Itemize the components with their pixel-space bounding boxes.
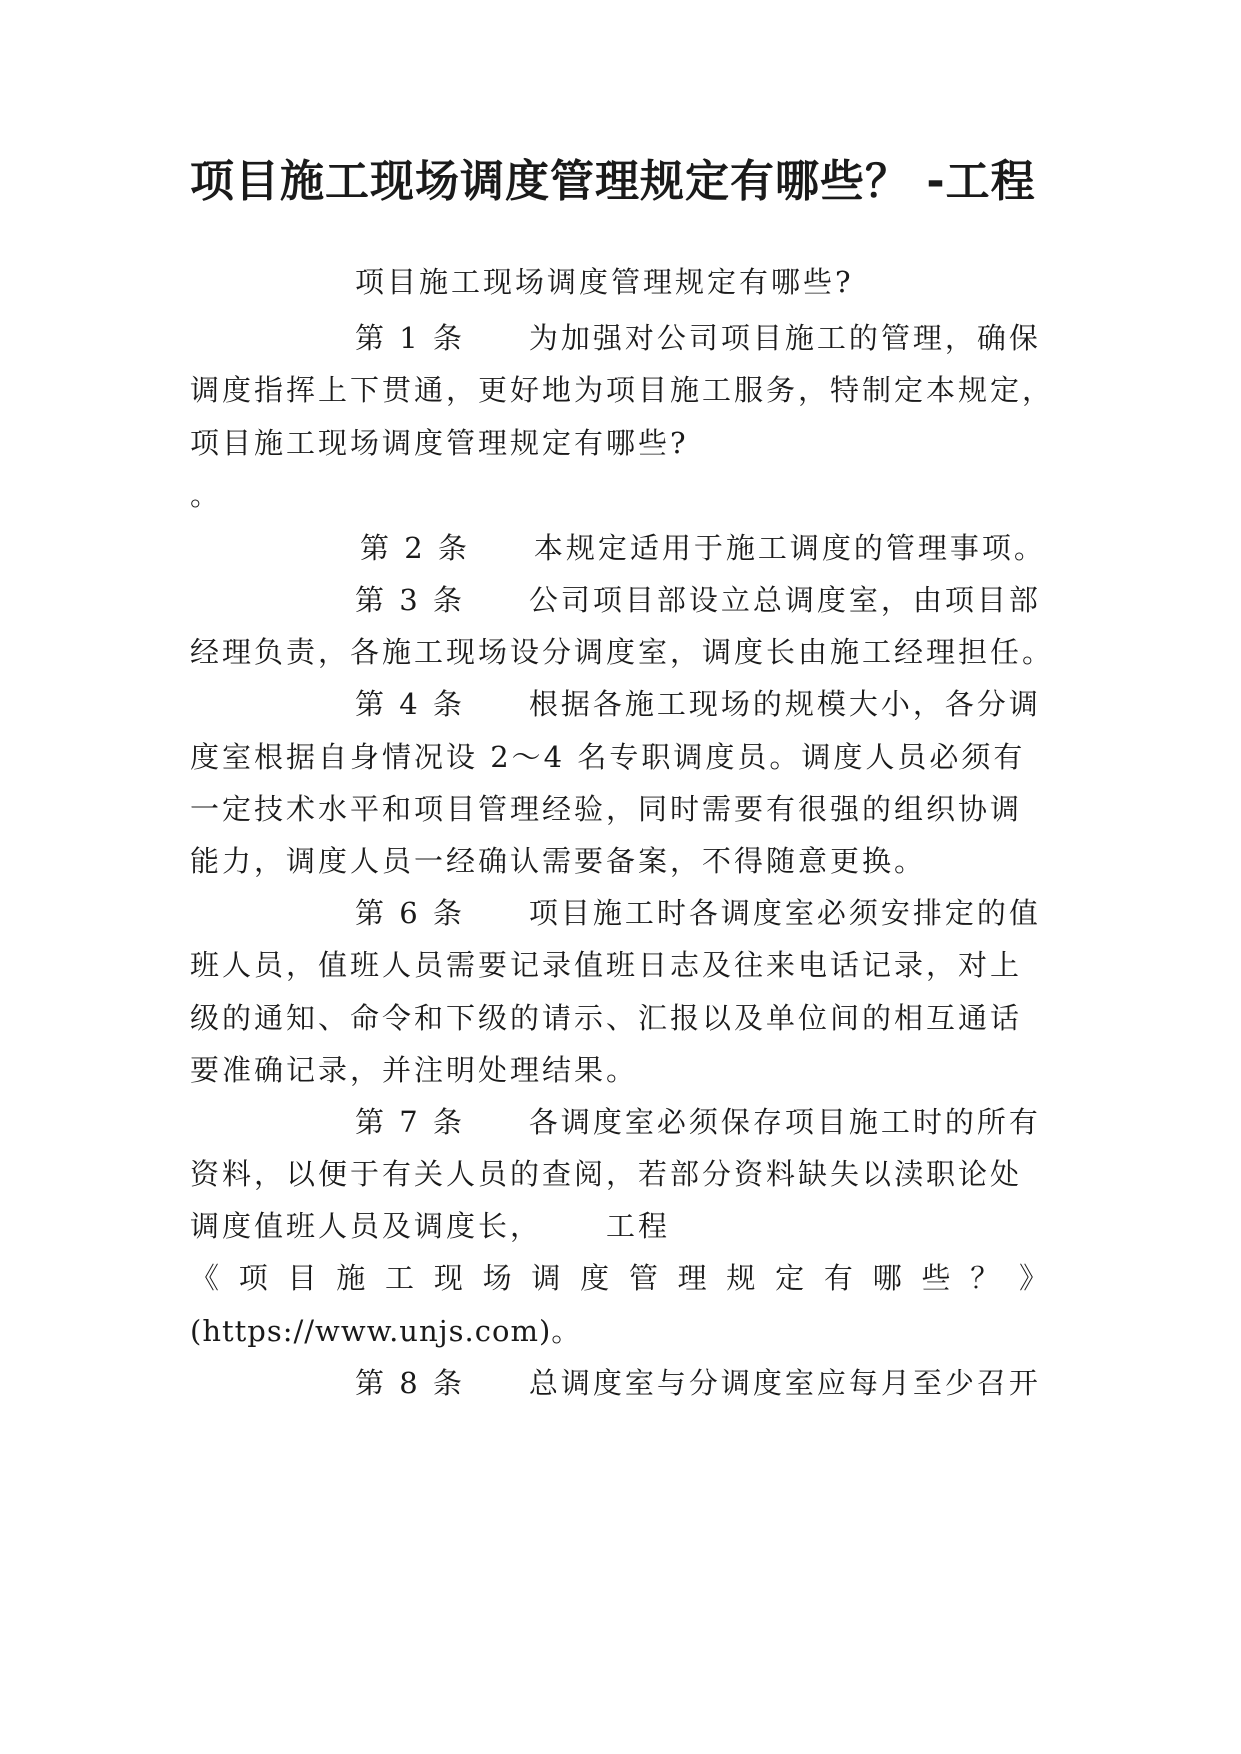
article-6-first-line bbox=[355, 893, 1041, 933]
article-7-source-link: (https://www.unjs.com)。 bbox=[190, 1314, 582, 1348]
intro-line: 项目施工现场调度管理规定有哪些? bbox=[355, 265, 854, 299]
article-8-first-line bbox=[355, 1363, 1041, 1403]
article-3-number: 第 3 条 bbox=[355, 583, 465, 617]
article-1-text: 为加强对公司项目施工的管理，确保 bbox=[528, 321, 1041, 355]
article-6-number: 第 6 条 bbox=[355, 896, 465, 930]
article-7-line-3 bbox=[190, 1206, 670, 1246]
article-8-number: 第 8 条 bbox=[355, 1366, 465, 1400]
article-7-first-line bbox=[355, 1102, 1041, 1142]
article-1-line-2: 调度指挥上下贯通，更好地为项目施工服务，特制定本规定， bbox=[190, 373, 1055, 407]
article-4-first-line bbox=[355, 684, 1041, 724]
article-7-line-2: 资料，以便于有关人员的查阅，若部分资料缺失以渎职论处 bbox=[190, 1157, 1023, 1191]
article-1-first-line bbox=[355, 318, 1041, 358]
article-1-line-4: 。 bbox=[190, 478, 223, 512]
article-2-number: 第 2 条 bbox=[360, 531, 470, 565]
article-6-line-4: 要准确记录，并注明处理结果。 bbox=[190, 1053, 639, 1087]
article-1-number: 第 1 条 bbox=[355, 321, 465, 355]
article-4-text: 根据各施工现场的规模大小，各分调 bbox=[528, 687, 1041, 721]
article-7-line-3-text: 调度值班人员及调度长， bbox=[190, 1209, 543, 1243]
article-7-number: 第 7 条 bbox=[355, 1105, 465, 1139]
article-3-line-2: 经理负责，各施工现场设分调度室，调度长由施工经理担任。 bbox=[190, 635, 1055, 669]
article-4-line-2: 度室根据自身情况设 2～4 名专职调度员。调度人员必须有 bbox=[190, 740, 1026, 774]
article-4-number: 第 4 条 bbox=[355, 687, 465, 721]
article-2-text: 本规定适用于施工调度的管理事项。 bbox=[533, 531, 1046, 565]
article-6-text: 项目施工时各调度室必须安排定的值 bbox=[528, 896, 1041, 930]
article-8-text: 总调度室与分调度室应每月至少召开 bbox=[528, 1366, 1041, 1400]
page-title: 项目施工现场调度管理规定有哪些？ -工程 bbox=[190, 156, 1036, 207]
article-4-line-4: 能力，调度人员一经确认需要备案，不得随意更换。 bbox=[190, 844, 927, 878]
article-7-keyword: 工程 bbox=[606, 1209, 671, 1243]
article-7-text: 各调度室必须保存项目施工时的所有 bbox=[528, 1105, 1041, 1139]
article-4-line-3: 一定技术水平和项目管理经验，同时需要有很强的组织协调 bbox=[190, 792, 1023, 826]
article-1-line-3: 项目施工现场调度管理规定有哪些? bbox=[190, 426, 689, 460]
article-3-text: 公司项目部设立总调度室，由项目部 bbox=[528, 583, 1041, 617]
article-7-line-4: 《项目施工现场调度管理规定有哪些？》 bbox=[190, 1261, 1048, 1295]
article-6-line-2: 班人员，值班人员需要记录值班日志及往来电话记录，对上 bbox=[190, 948, 1023, 982]
article-6-line-3: 级的通知、命令和下级的请示、汇报以及单位间的相互通话 bbox=[190, 1001, 1023, 1035]
article-2-first-line bbox=[360, 528, 1046, 568]
article-3-first-line bbox=[355, 580, 1041, 620]
